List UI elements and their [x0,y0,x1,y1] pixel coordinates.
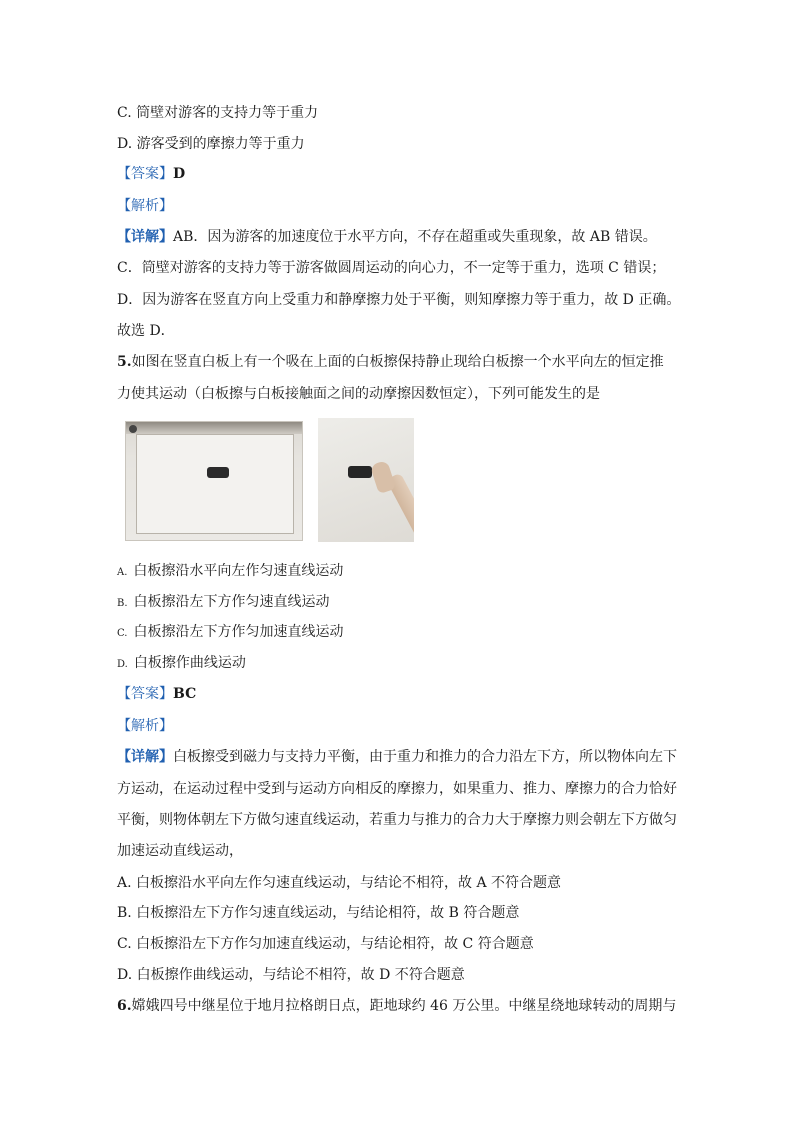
q4-option-d: D. 游客受到的摩擦力等于重力 [117,136,305,152]
q5-option-b [117,592,330,614]
q5-detail-2: 方运动，在运动过程中受到与运动方向相反的摩擦力，如果重力、推力、摩擦力的合力恰好 [117,781,677,797]
q5-conclusion-a: A. 白板擦沿水平向左作匀速直线运动，与结论不相符，故 A 不符合题意 [117,875,562,891]
eraser-shape [348,466,372,478]
question-number: 5. [117,354,132,370]
magnet-clip [129,425,137,433]
answer-value: BC [173,686,197,702]
q5-stem-1 [117,352,664,372]
question-number: 6. [117,998,132,1014]
whiteboard-frame [126,422,302,434]
q6-stem-1 [117,996,676,1016]
answer-tag: 【答案】 [117,166,173,182]
q5-conclusion-b: B. 白板擦沿左下方作匀速直线运动，与结论相符，故 B 符合题意 [117,905,520,921]
q5-conclusion-c: C. 白板擦沿左下方作匀加速直线运动，与结论相符，故 C 符合题意 [117,936,534,952]
q5-analysis-tag: 【解析】 [117,718,173,734]
detail-text: 白板擦受到磁力与支持力平衡，由于重力和推力的合力沿左下方，所以物体向左下 [173,749,677,765]
q5-conclusion-d: D. 白板擦作曲线运动，与结论不相符，故 D 不符合题意 [117,967,465,983]
detail-tag: 【详解】 [117,749,173,765]
stem-text: 嫦娥四号中继星位于地月拉格朗日点，距地球约 46 万公里。中继星绕地球转动的周期与 [131,998,677,1014]
q4-detail-4: 故选 D． [117,323,175,339]
detail-text: AB．因为游客的加速度位于水平方向，不存在超重或失重现象，故 AB 错误。 [173,229,657,245]
eraser-shape [207,467,229,478]
q4-detail-2: C．筒壁对游客的支持力等于游客做圆周运动的向心力，不一定等于重力，选项 C 错误； [117,260,666,276]
stem-text: 如图在竖直白板上有一个吸在上面的白板擦保持静止现给白板擦一个水平向左的恒定推 [131,354,664,370]
q4-detail-3: D．因为游客在竖直方向上受重力和静摩擦力处于平衡，则知摩擦力等于重力，故 D 正确。 [117,292,681,308]
whiteboard-surface [136,434,294,534]
q5-answer [117,684,196,704]
q5-detail-1 [117,747,677,767]
option-text: 白板擦沿左下方作匀速直线运动 [133,594,330,610]
q5-option-c [117,622,343,644]
eraser-push-photo [318,418,414,542]
q5-detail-4: 加速运动直线运动， [117,843,243,859]
q5-option-d [117,653,246,675]
q4-option-c: C. 筒壁对游客的支持力等于重力 [117,105,319,121]
q4-detail-1 [117,227,657,247]
answer-value: D [173,166,186,182]
hand-shape [370,460,396,494]
option-letter: A. [117,567,128,578]
q4-answer [117,164,185,184]
q5-stem-2: 力使其运动（白板擦与白板接触面之间的动摩擦因数恒定），下列可能发生的是 [117,386,600,402]
option-letter: D. [117,659,128,670]
option-text: 白板擦作曲线运动 [133,655,246,671]
option-letter: B. [117,598,128,609]
option-letter: C. [117,628,128,639]
option-text: 白板擦沿左下方作匀加速直线运动 [133,624,344,640]
q4-analysis-tag: 【解析】 [117,198,173,214]
whiteboard-photo [125,421,303,541]
q5-option-a [117,561,343,583]
option-text: 白板擦沿水平向左作匀速直线运动 [133,563,344,579]
detail-tag: 【详解】 [117,229,173,245]
answer-tag: 【答案】 [117,686,173,702]
q5-detail-3: 平衡，则物体朝左下方做匀速直线运动，若重力与推力的合力大于摩擦力则会朝左下方做匀 [117,812,677,828]
